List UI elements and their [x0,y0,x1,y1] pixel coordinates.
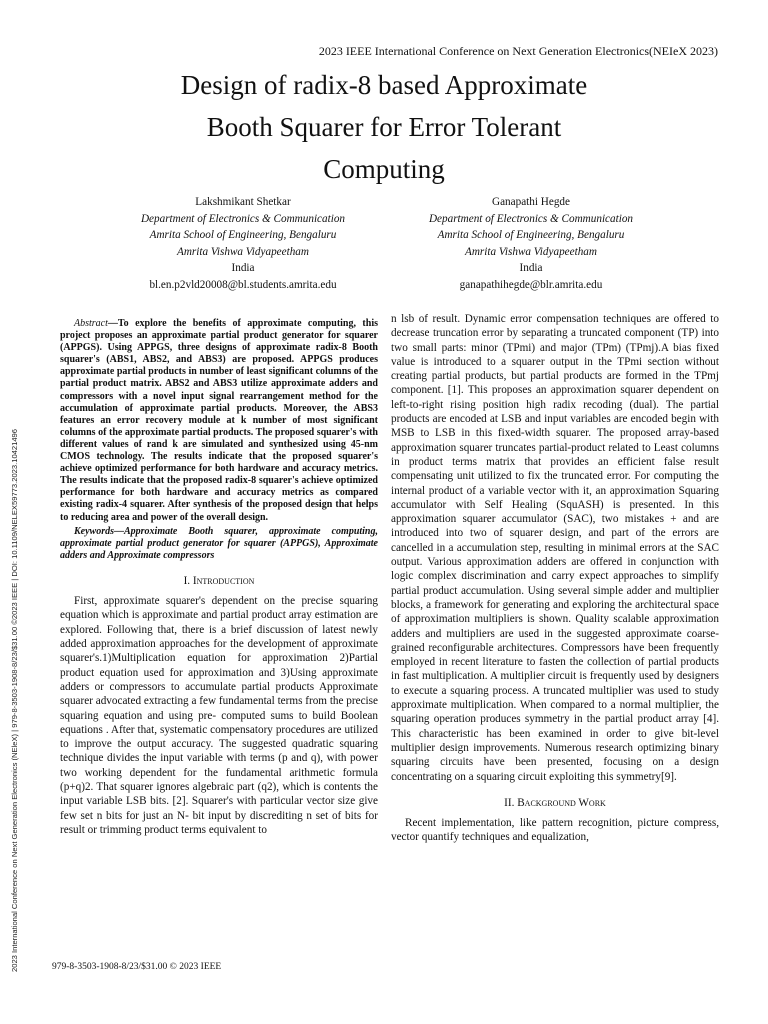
intro-paragraph-right: n lsb of result. Dynamic error compensation techniques are offered to decrease truncation error by separating a truncated component (TP) into two small parts: minor (TPmi) and major (TPm) (TPmj).A bias fixed value is introduced to a squarer output in the TPmi section without creating partial products, but partial products are formed in the TPmj component. [1]. This proposes an approximation squarer dependent on left-to-right rising position high radix recoding (dual). The partial products are encoded at LSB and input variables are encoded begin with MSB to LSB in this fixed-width squarer. The proposed array-based approximation squarer truncates partial-product related to Least columns in product terms matrix that provides an efficient false result compensating unit utilized to fix the truncated error. For computing the internal product of a variable vector with it, an approximation Squaring accumulator with Self Healing (SquASH) is presented. In this approximation squarer accumulator (SAC), two mistakes + and are introduced into two of squarer design, and part of the errors are cancelled in a accumulation step, resulting in minimal errors at the SAC output. Various approximation adders are offered in conjunction with logic complex discrimination and carry expect approaches to simplify partial product accumulation. Using several simple adder and multiplier blocks, a framework for generating and exploring the architectural space of approximation multipliers is shown. Quality scalable approximation adders and multipliers are used in the suggested approximate coarse-grained reconfigurable architectures. Compressors have been frequently employed in recent literature to fasten the collection of partial products in fast multiplication. A multiplier circuit is frequently used by designers to execute a squaring process. A truncated multiplier was used to study approximate multiplication. When compared to a normal multiplier, the squaring operation produces symmetry in the partial product array [4]. This characteristic has been examined in order to give bit-level multiplier design improvements. Numerous research optimizing binary squaring circuits have been presented, focusing on a design concentrating on a squaring circuit exploiting this symmetry[9]. [391,313,719,783]
author-school: Amrita School of Engineering, Bengaluru [149,229,337,242]
right-column [391,312,719,845]
section-heading-introduction: I. Introduction [183,574,255,587]
keywords: Keywords—Approximate Booth squarer, approximate computing, approximate partial product generator for squarer (APPGS), Approximate adders and Approximate compressors [60,525,378,561]
background-paragraph: Recent implementation, like pattern recognition, picture compress, vector quantify techniques and equalization, [391,817,719,844]
author-university: Amrita Vishwa Vidyapeetham [177,245,309,258]
abstract [60,318,378,524]
author-name: Lakshmikant Shetkar [195,196,291,208]
author-country: India [519,262,543,275]
author-department: Department of Electronics & Communication [140,212,346,225]
author-email[interactable]: bl.en.p2vld20008@bl.students.amrita.edu [149,278,337,291]
doi-sidebar: 2023 International Conference on Next Generation Electronics (NEleX) | 979-8-3503-1908-8/23/$31.00 ©2023 IEEE | DOI: 10.1109/NELEX59773.2023.10421496 [10,428,19,972]
author-country: India [231,262,255,275]
title-line-1: Design of radix-8 based Approximate [180,70,588,100]
title-line-2: Booth Squarer for Error Tolerant [206,112,562,142]
author-department: Department of Electronics & Communication [428,212,634,225]
author-block-1 [93,194,393,294]
intro-paragraph-left: First, approximate squarer's dependent on the precise squaring equation which is approximate and partial product array estimation are explored. Following that, there is a brief discussion of latest newly added approximation approaches for the development of approximate squarer's.1)Multiplication equation for approximation 2)Partial product equation used for approximation and 3)Using approximate adders or compressors to accumulate partial products Approximate squarer advocated extracting a few fundamental terms from the precise squaring equation and using pre- computed sums to build Boolean equations . After that, systematic compensatory procedures are utilized to improve the output accuracy. The suggested quadratic squaring technique divides the input variable with terms (p and q), with power two working dependent for the fundamental arithmetic formula (p+q)2. That squarer ignores algebraic part (q2), which is contents the input variable LSB bits. [2]. Squarer's with particular vector size give few set n bits for just an N- bit input by discrediting n set of bits for result or trimming product terms equivalent to [60,595,378,836]
author-university: Amrita Vishwa Vidyapeetham [465,245,597,258]
conference-header: 2023 IEEE International Conference on Next Generation Electronics(NEIeX 2023) [318,44,718,58]
paper-title [0,64,768,190]
left-column [60,318,378,837]
author-school: Amrita School of Engineering, Bengaluru [437,229,625,242]
author-name: Ganapathi Hegde [492,196,570,208]
title-line-3: Computing [323,154,445,184]
abstract-body: —To explore the benefits of approximate computing, this project proposes an approximate partial product generator for squarer (APPGS). Using APPGS, three designs of approximate radix-8 Booth squarer's (ABS1, ABS2, and ABS3) are proposed. APPGS produces approximate partial products in number of least significant columns of the partial product matrix. ABS2 and ABS3 utilize approximate adders and compressors with a novel input signal rearrangement method for the accumulation of approximate partial products. Moreover, the ABS3 features an error recovery module at k number of most significant columns of the approximate partial products. The proposed squarer's with different values of rand k are simulated and synthesized using 45-nm CMOS technology. The results indicate that the proposed squarer's achieve optimized performance for both hardware and accuracy metrics. The results indicate that the proposed radix-8 squarer's achieve optimized performance for both hardware and accuracy metrics as compared existing radix-4 squarer. After synthesis of the proposed design that helps to reducing area and power of the overall design. [60,318,378,523]
section-heading-background: II. Background Work [504,796,606,809]
abstract-lead: Abstract [74,318,108,329]
author-block-2 [381,194,681,294]
author-email[interactable]: ganapathihegde@blr.amrita.edu [459,278,603,291]
copyright-footer: 979-8-3503-1908-8/23/$31.00 © 2023 IEEE [52,962,222,972]
